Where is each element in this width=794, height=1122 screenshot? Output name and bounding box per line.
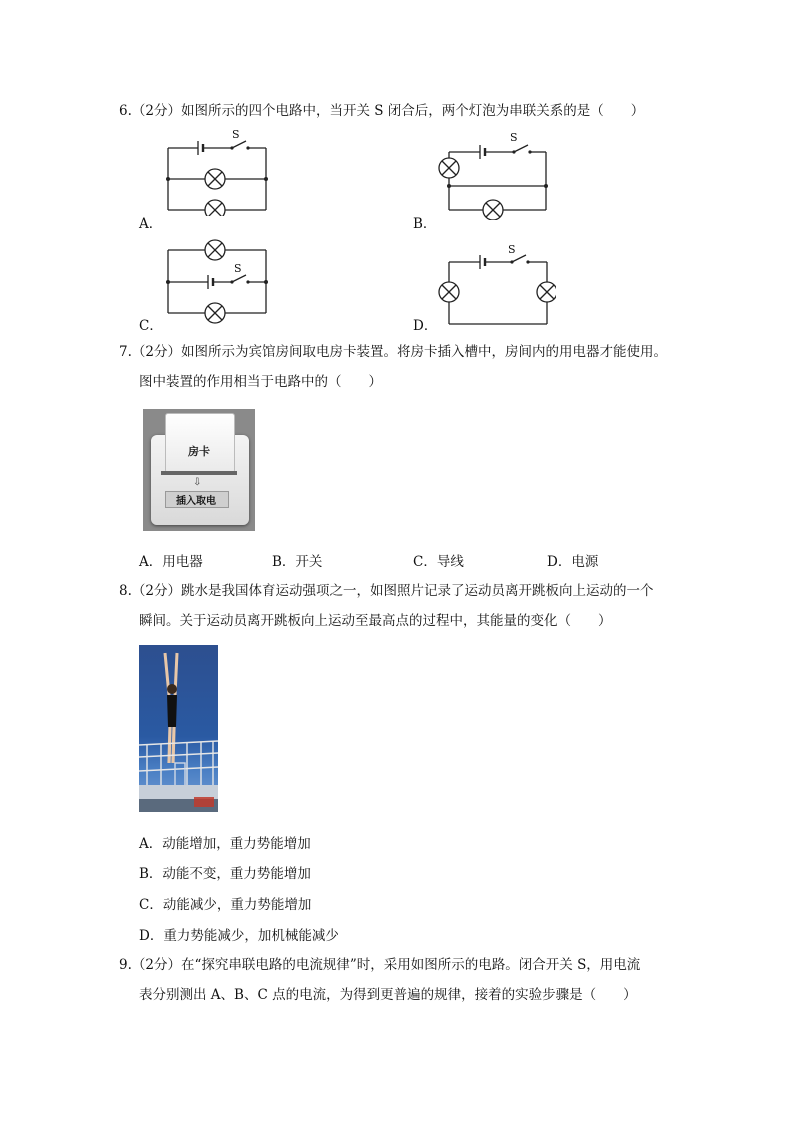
room-card-text: 房卡: [188, 445, 210, 458]
diver-photo: [139, 645, 218, 812]
q8-stem-line1: 8.（2分）跳水是我国体育运动强项之一，如图照片记录了运动员离开跳板向上运动的一个: [119, 583, 654, 599]
insert-arrow-icon: ⇩: [193, 477, 202, 488]
q7-option-a: A．用电器: [139, 554, 203, 570]
circuit-b-switch-label: S: [510, 131, 518, 144]
circuit-b-diagram: [436, 134, 552, 220]
q9-stem-line1: 9.（2分）在“探究串联电路的电流规律”时，采用如图所示的电路。闭合开关 S，用电流: [119, 957, 641, 973]
q7-option-d: D．电源: [547, 554, 599, 570]
q8-option-d: D．重力势能减少，加机械能减少: [139, 928, 339, 944]
q7-stem-line1: 7.（2分）如图所示为宾馆房间取电房卡装置。将房卡插入槽中，房间内的用电器才能使用。: [119, 344, 667, 360]
q7-option-b: B．开关: [272, 554, 323, 570]
circuit-c-diagram: [160, 238, 272, 324]
circuit-a-switch-label: S: [232, 128, 240, 141]
circuit-d-switch-label: S: [508, 243, 516, 256]
circuit-a-diagram: [160, 130, 272, 216]
q6-option-d: D．: [413, 318, 438, 334]
q9-stem-line2: 表分别测出 A、B、C 点的电流，为得到更普遍的规律，接着的实验步骤是（ ）: [139, 987, 637, 1003]
circuit-d-diagram: [436, 246, 556, 330]
slot-label-text: 插入取电: [176, 496, 216, 507]
circuit-c-switch-label: S: [234, 262, 242, 275]
room-card-photo: [143, 409, 255, 531]
q6-option-a: A．: [139, 216, 163, 232]
q8-option-a: A．动能增加，重力势能增加: [139, 836, 311, 852]
q7-stem-line2: 图中装置的作用相当于电路中的（ ）: [139, 374, 382, 390]
q8-stem-line2: 瞬间。关于运动员离开跳板向上运动至最高点的过程中，其能量的变化（ ）: [139, 613, 612, 629]
q6-option-c: C．: [139, 318, 163, 334]
q6-option-b: B．: [413, 216, 437, 232]
q7-option-c: C．导线: [413, 554, 464, 570]
q8-option-b: B．动能不变，重力势能增加: [139, 866, 311, 882]
q6-stem: 6.（2分）如图所示的四个电路中，当开关 S 闭合后，两个灯泡为串联关系的是（ ）: [119, 103, 645, 119]
q8-option-c: C．动能减少，重力势能增加: [139, 897, 312, 913]
